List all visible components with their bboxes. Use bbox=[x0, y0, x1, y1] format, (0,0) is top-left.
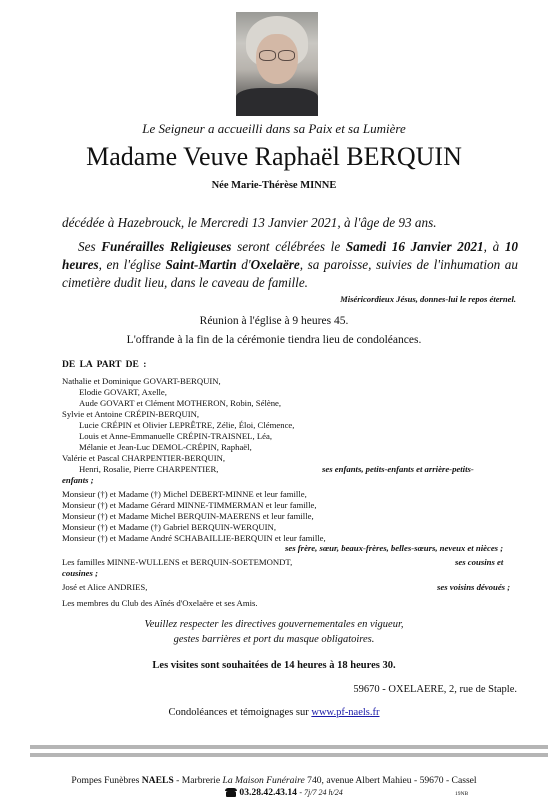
family-line: Sylvie et Antoine CRÉPIN-BERQUIN, bbox=[62, 409, 200, 419]
telephone-icon bbox=[225, 788, 237, 797]
offrande-line: L'offrande à la fin de la cérémonie tiendra lieu de condoléances. bbox=[126, 334, 422, 346]
family-line: Henri, Rosalie, Pierre CHARPENTIER, bbox=[79, 464, 219, 474]
phone-number: 03.28.42.43.14 bbox=[239, 787, 297, 798]
club-line: Les membres du Club des Aînés d'Oxelaëre et ses Amis. bbox=[62, 598, 258, 608]
reunion-line: Réunion à l'église à 9 heures 45. bbox=[199, 315, 349, 327]
sibling-line: Monsieur (†) et Madame Gérard MINNE-TIMMERMAN et leur famille, bbox=[62, 500, 317, 510]
footer-line: Pompes Funèbres NAELS - Marbrerie La Maison Funéraire 740, avenue Albert Mahieu - 59670 - Cassel bbox=[71, 775, 477, 786]
condolences-line bbox=[0, 707, 548, 718]
brand-name: NAELS bbox=[141, 775, 174, 786]
intro-text: Le Seigneur a accueilli dans sa Paix et sa Lumière bbox=[142, 121, 406, 136]
sibling-line: Monsieur (†) et Madame Michel BERQUIN-MAERENS et leur famille, bbox=[62, 511, 314, 521]
neighbours-label: ses voisins dévoués ; bbox=[437, 582, 511, 592]
maiden-prefix: Née Marie-Thérèse bbox=[211, 180, 298, 191]
children-label: ses enfants, petits-enfants et arrière-petits- bbox=[322, 464, 474, 474]
opening-hours: - 7j/7 24 h/24 bbox=[299, 788, 343, 797]
cousins-label: ses cousins et bbox=[455, 557, 504, 567]
maiden-name bbox=[0, 180, 548, 191]
children-label-cont: enfants ; bbox=[62, 475, 94, 485]
family-line: Louis et Anne-Emmanuelle CRÉPIN-TRAISNEL, Léa, bbox=[79, 431, 273, 441]
family-line: Elodie GOVART, Axelle, bbox=[79, 387, 167, 397]
cousins-line: Les familles MINNE-WULLENS et BERQUIN-SOETEMONDT, bbox=[62, 557, 293, 567]
deceased-name: Madame Veuve Raphaël BERQUIN bbox=[86, 142, 462, 171]
family-line: Nathalie et Dominique GOVART-BERQUIN, bbox=[62, 376, 221, 386]
divider bbox=[30, 745, 548, 749]
covid-line-1: Veuillez respecter les directives gouvernementales en vigueur, bbox=[144, 619, 404, 630]
covid-line-2: gestes barrières et port du masque obligatoires. bbox=[173, 634, 375, 645]
print-code: 19NB bbox=[455, 791, 469, 797]
family-line: Mélanie et Jean-Luc DEMOL-CRÉPIN, Raphaël, bbox=[79, 442, 252, 452]
death-notice: décédée à Hazebrouck, le Mercredi 13 Janvier 2021, à l'âge de 93 ans. bbox=[62, 215, 437, 230]
neighbours-line: José et Alice ANDRIES, bbox=[62, 582, 148, 592]
condolences-text: Condoléances et témoignages sur bbox=[168, 707, 312, 718]
siblings-label: ses frère, sœur, beaux-frères, belles-sœurs, neveux et nièces ; bbox=[285, 543, 504, 553]
family-line: Valérie et Pascal CHARPENTIER-BERQUIN, bbox=[62, 453, 226, 463]
funeral-paragraph: Ses Funérailles Religieuses seront célébrées le Samedi 16 Janvier 2021, à 10 heures, en l'église Saint-Martin d'Oxelaëre, sa paroisse, suivies de l'inhumation au cimetière dudit lieu, dans le caveau de famille. bbox=[62, 239, 519, 290]
visits-line: Les visites sont souhaitées de 14 heures à 18 heures 30. bbox=[152, 660, 396, 671]
cousins-label-cont: cousines ; bbox=[62, 568, 98, 578]
website-link[interactable]: www.pf-naels.fr bbox=[311, 707, 380, 718]
sibling-line: Monsieur (†) et Madame (†) Gabriel BERQUIN-WERQUIN, bbox=[62, 522, 276, 532]
de-la-part-heading: DE LA PART DE : bbox=[62, 360, 147, 370]
sibling-line: Monsieur (†) et Madame André SCHABAILLIE-BERQUIN et leur famille, bbox=[62, 533, 326, 543]
family-line: Lucie CRÉPIN et Olivier LEPRÊTRE, Zélie, Éloi, Clémence, bbox=[79, 420, 295, 430]
footer-phone-row bbox=[225, 787, 343, 798]
maiden-surname: MINNE bbox=[300, 180, 337, 191]
prayer-line: Miséricordieux Jésus, donnes-lui le repos éternel. bbox=[340, 294, 516, 304]
family-line: Aude GOVART et Clément MOTHERON, Robin, Sélène, bbox=[79, 398, 282, 408]
portrait-photo bbox=[236, 12, 318, 116]
divider bbox=[30, 753, 548, 757]
address-line: 59670 - OXELAERE, 2, rue de Staple. bbox=[353, 684, 517, 695]
sibling-line: Monsieur (†) et Madame (†) Michel DEBERT-MINNE et leur famille, bbox=[62, 489, 307, 499]
